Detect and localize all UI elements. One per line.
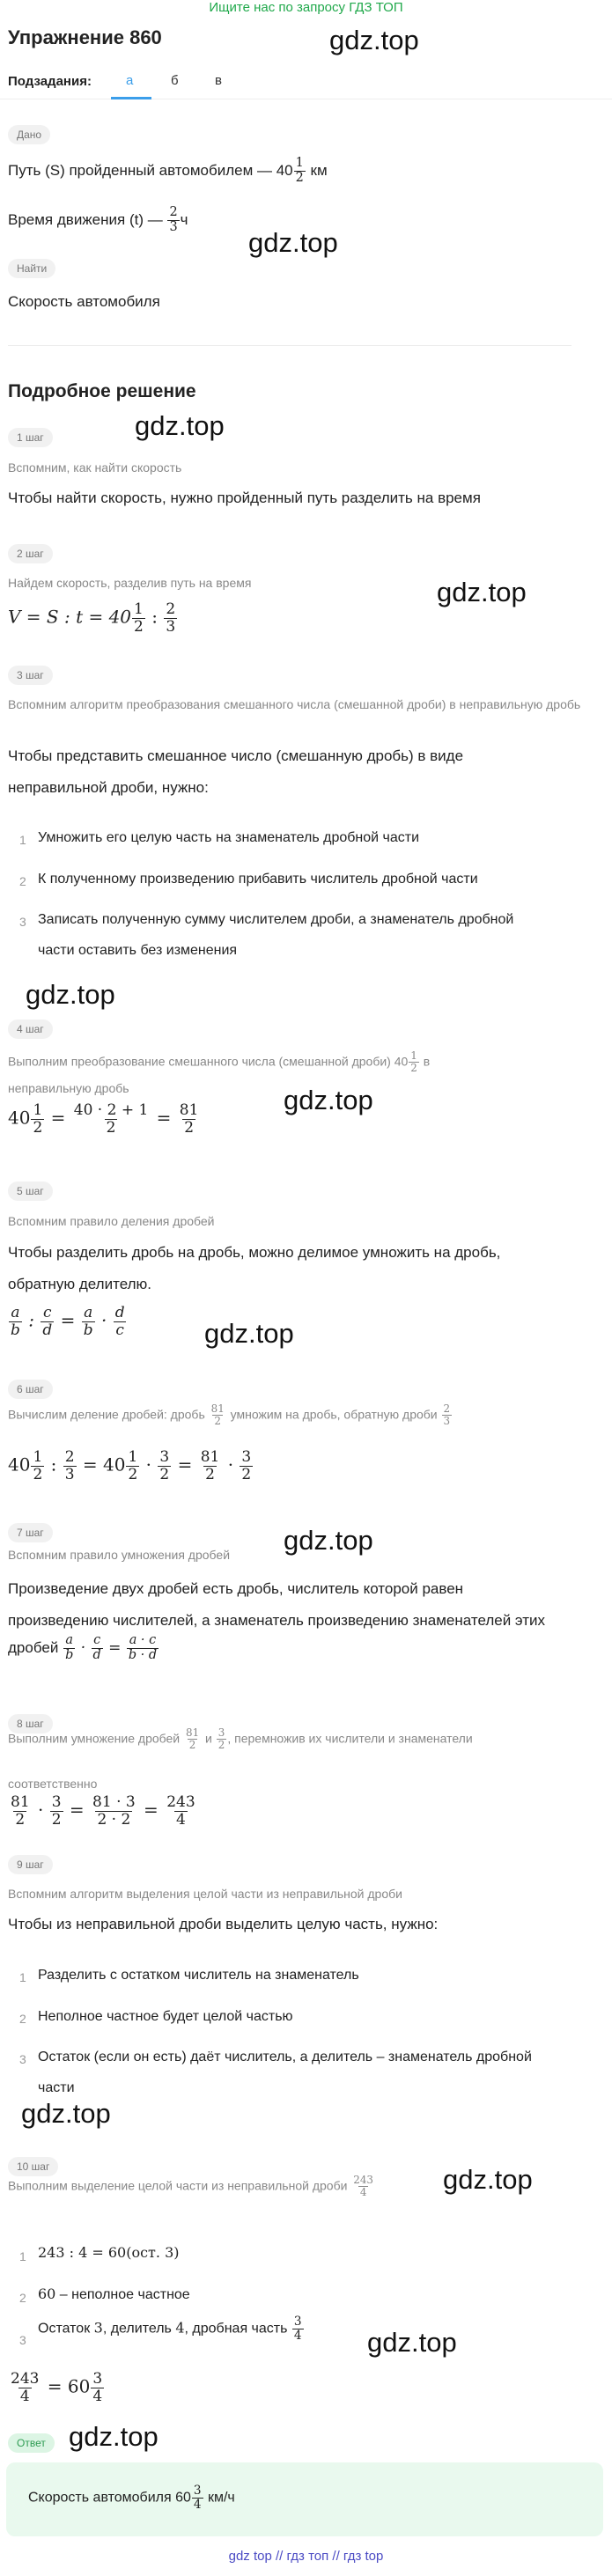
subtasks-label: Подзадания:	[8, 74, 92, 89]
step-3-note: Вспомним алгоритм преобразования смешанного числа (смешанной дроби) в неправильную дробь	[8, 697, 581, 711]
list-number: 3	[19, 2333, 26, 2347]
step-9-text: Чтобы из неправильной дроби выделить целую часть, нужно:	[8, 1916, 439, 1932]
top-banner[interactable]: Ищите нас по запросу ГДЗ ТОП	[209, 0, 403, 15]
step-9-tag: 9 шаг	[8, 1855, 53, 1874]
step-4-note: Выполним преобразование смешанного числа (смешанной дроби) 40 $\frac{1}{2}$ в	[8, 1049, 431, 1075]
fraction: $\frac{2}{3}$	[169, 205, 178, 234]
step-6-note: Вычислим деление дробей: дробь $\frac{81}{2}$ умножим на дробь, обратную дроби $\frac{2}{3}$	[8, 1402, 451, 1428]
tab-a[interactable]: а	[126, 73, 134, 88]
step-10-tag: 10 шаг	[8, 2157, 58, 2176]
watermark: gdz.top	[135, 410, 225, 441]
given-time-unit: ч	[180, 210, 188, 228]
step-4-formula: 40 $\frac{1}{2}$ = $\frac{40 \cdot 2 + 1}{2}$ = $\frac{81}{2}$	[8, 1101, 199, 1137]
step-5-tag: 5 шаг	[8, 1181, 53, 1201]
step-7-note: Вспомним правило умножения дробей	[8, 1548, 231, 1562]
list-item: Остаток 3, делитель 4, дробная часть $\frac{3}{4}$	[38, 2315, 302, 2343]
given-time-text: Время движения (t) —	[8, 210, 163, 228]
step-4-tag: 4 шаг	[8, 1019, 53, 1039]
step-5-text-2: обратную делителю.	[8, 1276, 151, 1292]
list-item-cont: части	[38, 2080, 75, 2095]
watermark: gdz.top	[437, 577, 527, 607]
list-number: 1	[19, 1970, 26, 1984]
step-8-tag: 8 шаг	[8, 1714, 53, 1733]
list-number: 1	[19, 2249, 26, 2263]
list-number: 1	[19, 833, 26, 847]
list-number: 3	[19, 2052, 26, 2066]
step-3-text-2: неправильной дроби, нужно:	[8, 779, 209, 796]
solution-title: Подробное решение	[8, 381, 196, 401]
list-item: 60 – неполное частное	[38, 2285, 190, 2302]
list-number: 2	[19, 874, 26, 888]
fraction: $\frac{1}{2}$	[295, 156, 304, 185]
given-time	[8, 206, 188, 235]
list-number: 2	[19, 2291, 26, 2305]
watermark: gdz.top	[204, 1318, 294, 1349]
watermark: gdz.top	[284, 1525, 373, 1556]
step-10-formula: $\frac{243}{4}$ = 60 $\frac{3}{4}$	[11, 2370, 103, 2405]
step-5-text-1: Чтобы разделить дробь на дробь, можно делимое умножить на дробь,	[8, 1244, 501, 1261]
watermark: gdz.top	[367, 2327, 457, 2358]
answer-text: Скорость автомобиля 60 $\frac{3}{4}$ км/ч	[28, 2484, 235, 2512]
step-7-text-2: произведению числителей, а знаменатель произведению знаменателей этих	[8, 1612, 546, 1629]
step-7-text-1: Произведение двух дробей есть дробь, числитель которой равен	[8, 1580, 464, 1597]
step-3-text-1: Чтобы представить смешанное число (смешанную дробь) в виде	[8, 747, 464, 764]
list-item: Умножить его целую часть на знаменатель дробной части	[38, 830, 420, 845]
watermark: gdz.top	[248, 227, 338, 258]
list-item: 243 : 4 = 60(ост. 3)	[38, 2244, 180, 2261]
step-1-note: Вспомним, как найти скорость	[8, 460, 182, 475]
step-10-note: Выполним выделение целой части из неправильной дроби $\frac{243}{4}$	[8, 2174, 373, 2199]
watermark: gdz.top	[26, 979, 115, 1010]
step-1-tag: 1 шаг	[8, 428, 53, 447]
tab-v[interactable]: в	[215, 73, 222, 88]
watermark: gdz.top	[21, 2098, 111, 2129]
list-number: 3	[19, 915, 26, 929]
watermark: gdz.top	[284, 1085, 373, 1115]
step-5-note: Вспомним правило деления дробей	[8, 1214, 215, 1228]
step-7-formula: дробей $\frac{a}{b}$ · $\frac{c}{d}$ = $\frac{a \cdot c}{b \cdot d}$	[8, 1633, 158, 1662]
list-number: 2	[19, 2012, 26, 2026]
step-7-tag: 7 шаг	[8, 1523, 53, 1542]
step-8-note-2: соответственно	[8, 1777, 98, 1791]
step-8-note: Выполним умножение дробей $\frac{81}{2}$ и $\frac{3}{2}$ , перемножив их числители и знаменатели	[8, 1726, 473, 1752]
given-path-text: Путь (S) пройденный автомобилем — 40	[8, 161, 293, 179]
watermark: gdz.top	[443, 2164, 533, 2195]
step-6-formula: 40 $\frac{1}{2}$ : $\frac{2}{3}$ = 40 $\frac{1}{2}$ · $\frac{3}{2}$ = $\frac{81}{2}$ · $\frac{3}{2}$	[8, 1448, 252, 1483]
footer-links[interactable]: gdz top // гдз топ // гдз top	[228, 2549, 384, 2564]
page-title: Упражнение 860	[8, 26, 162, 48]
given-tag: Дано	[8, 125, 50, 144]
section-divider	[8, 345, 571, 346]
answer-tag: Ответ	[8, 2433, 55, 2453]
step-2-note: Найдем скорость, разделив путь на время	[8, 576, 252, 590]
list-item-cont: части оставить без изменения	[38, 943, 238, 958]
step-2-formula: V = S : t = 40 $\frac{1}{2}$ : $\frac{2}{3}$	[8, 600, 176, 636]
given-path-unit: км	[310, 161, 328, 179]
step-6-tag: 6 шаг	[8, 1380, 53, 1399]
list-item: Остаток (если он есть) даёт числитель, а делитель – знаменатель дробной	[38, 2050, 532, 2064]
tab-b[interactable]: б	[171, 73, 179, 88]
step-9-note: Вспомним алгоритм выделения целой части из неправильной дроби	[8, 1887, 402, 1901]
step-8-formula: $\frac{81}{2}$ · $\frac{3}{2}$ = $\frac{81 \cdot 3}{2 \cdot 2}$ = $\frac{243}{4}$	[11, 1793, 195, 1829]
active-tab-indicator	[111, 97, 151, 99]
watermark: gdz.top	[69, 2421, 159, 2452]
watermark: gdz.top	[329, 25, 419, 55]
list-item: Разделить с остатком числитель на знаменатель	[38, 1968, 359, 1983]
step-1-text: Чтобы найти скорость, нужно пройденный путь разделить на время	[8, 489, 481, 506]
step-5-formula: $\frac{a}{b}$ : $\frac{c}{d}$ = $\frac{a}{b}$ · $\frac{d}{c}$	[11, 1304, 125, 1339]
step-3-tag: 3 шаг	[8, 666, 53, 685]
step-2-tag: 2 шаг	[8, 544, 53, 563]
step-4-note-2: неправильную дробь	[8, 1081, 129, 1095]
given-path	[8, 157, 328, 186]
list-item: Записать полученную сумму числителем дроби, а знаменатель дробной	[38, 912, 514, 927]
list-item: К полученному произведению прибавить числитель дробной части	[38, 872, 478, 887]
find-text: Скорость автомобиля	[8, 293, 160, 310]
find-tag: Найти	[8, 259, 55, 278]
list-item: Неполное частное будет целой частью	[38, 2009, 293, 2024]
